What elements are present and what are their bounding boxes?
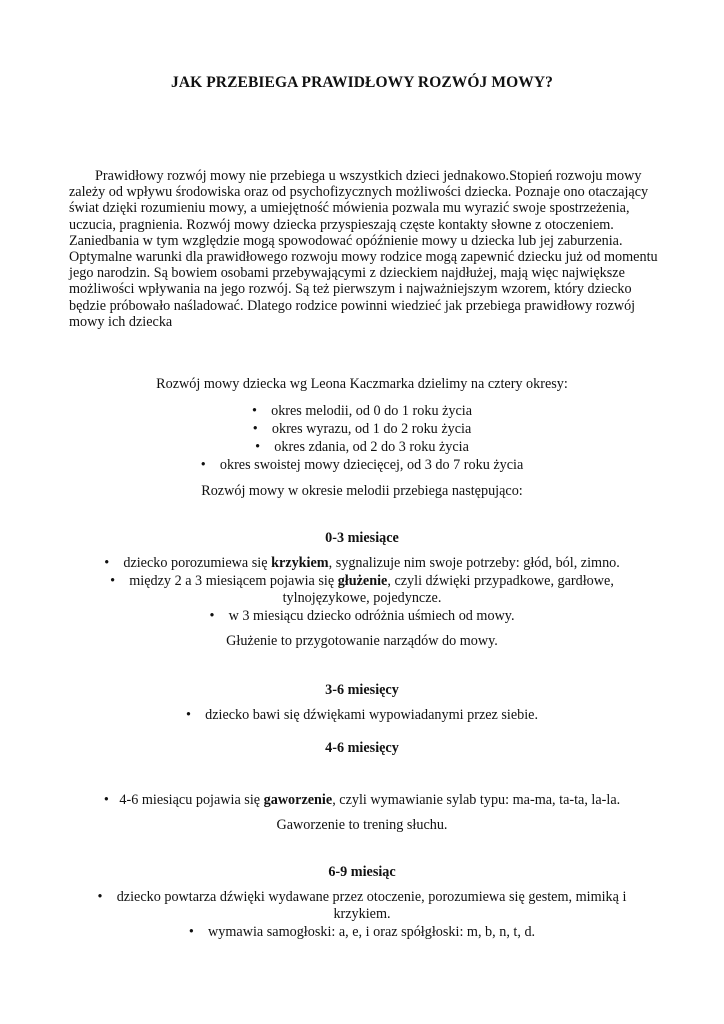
list-item (0, 924, 724, 941)
list-item (0, 707, 724, 724)
bullet-icon: • (255, 439, 261, 455)
bullet-icon: • (209, 608, 215, 624)
item-emphasis: krzykiem (271, 555, 329, 571)
item-text: 4-6 miesiącu pojawia się (119, 792, 264, 808)
bullet-icon: • (110, 573, 116, 589)
period-label: okres wyrazu, od 1 do 2 roku życia (271, 421, 472, 437)
item-text: między 2 a 3 miesiącem pojawia się (129, 573, 338, 589)
item-text: , sygnalizuje nim swoje potrzeby: głód, ból, zimno. (328, 555, 620, 571)
section-heading-3-6: 3-6 miesięcy (325, 682, 399, 698)
section-note: Głużenie to przygotowanie narządów do mowy. (226, 633, 498, 649)
list-item (0, 792, 724, 809)
period-label: okres swoistej mowy dziecięcej, od 3 do 7 roku życia (219, 457, 524, 473)
bullet-icon: • (185, 707, 191, 723)
intro-text: Prawidłowy rozwój mowy nie przebiega u wszystkich dzieci jednakowo.Stopień rozwoju mowy zależy od wpływu środowiska oraz od psychofizycznych możliwości dziecka. Poznaje ono otaczający świat dzięki rozumieniu mowy, a umiejętność mówienia pozwala mu wyrazić swoje spostrzeżenia, uczucia, pragnienia. Rozwój mowy dziecka przyspieszają częste kontakty słowne z otoczeniem. Zaniedbania w tym względzie mogą spowodować opóźnienie mowy u dziecka lub jej zaburzenia. Optymalne warunki dla prawidłowego rozwoju mowy rodzice mogą zapewnić dziecku już od momentu jego narodzin. Są bowiem osobami przebywającymi z dzieckiem najdłużej, mają więc największe możliwości wpływania na jego rozwój. Są też pierwszym i najważniejszym wzorem, który dziecko będzie próbowało naśladować. Dlatego rodzice powinni wiedzieć jak przebiega prawidłowy rozwój mowy ich dziecka (69, 168, 658, 330)
bullet-icon: • (251, 403, 257, 419)
item-text: wymawia samogłoski: a, e, i oraz spółgłoski: m, b, n, t, d. (208, 924, 536, 940)
section-note: Gaworzenie to trening słuchu. (276, 817, 448, 833)
bullet-icon: • (104, 555, 110, 571)
period-item (0, 421, 724, 438)
period-item (0, 439, 724, 456)
period-item (0, 457, 724, 474)
bullet-icon: • (252, 421, 258, 437)
list-item-continuation: krzykiem. (333, 906, 391, 922)
list-item (0, 889, 724, 906)
list-item (0, 573, 724, 590)
intro-paragraph (69, 168, 659, 330)
bullet-icon: • (97, 889, 103, 905)
list-item-continuation: tylnojęzykowe, pojedyncze. (282, 590, 442, 606)
section-heading-4-6: 4-6 miesięcy (325, 740, 399, 756)
item-text: dziecko powtarza dźwięki wydawane przez otoczenie, porozumiewa się gestem, mimiką i (116, 889, 627, 905)
list-item (0, 608, 724, 625)
section-heading-6-9: 6-9 miesiąc (328, 864, 396, 880)
bullet-icon: • (200, 457, 206, 473)
period-label: okres melodii, od 0 do 1 roku życia (271, 403, 473, 419)
list-item (0, 555, 724, 572)
period-item (0, 403, 724, 420)
item-text: dziecko porozumiewa się (123, 555, 272, 571)
item-text: , czyli wymawianie sylab typu: ma-ma, ta-ta, la-la. (332, 792, 621, 808)
item-emphasis: gaworzenie (263, 792, 333, 808)
melody-intro: Rozwój mowy w okresie melodii przebiega następująco: (201, 483, 523, 499)
section-heading-0-3: 0-3 miesiące (325, 530, 399, 546)
periods-intro: Rozwój mowy dziecka wg Leona Kaczmarka dzielimy na cztery okresy: (156, 376, 568, 392)
item-text: dziecko bawi się dźwiękami wypowiadanymi przez siebie. (205, 707, 539, 723)
page-title: JAK PRZEBIEGA PRAWIDŁOWY ROZWÓJ MOWY? (170, 74, 554, 91)
item-text: w 3 miesiącu dziecko odróżnia uśmiech od mowy. (228, 608, 515, 624)
period-label: okres zdania, od 2 do 3 roku życia (274, 439, 469, 455)
bullet-icon: • (188, 924, 194, 940)
item-emphasis: głużenie (337, 573, 388, 589)
bullet-icon: • (103, 792, 109, 808)
item-text: , czyli dźwięki przypadkowe, gardłowe, (387, 573, 614, 589)
